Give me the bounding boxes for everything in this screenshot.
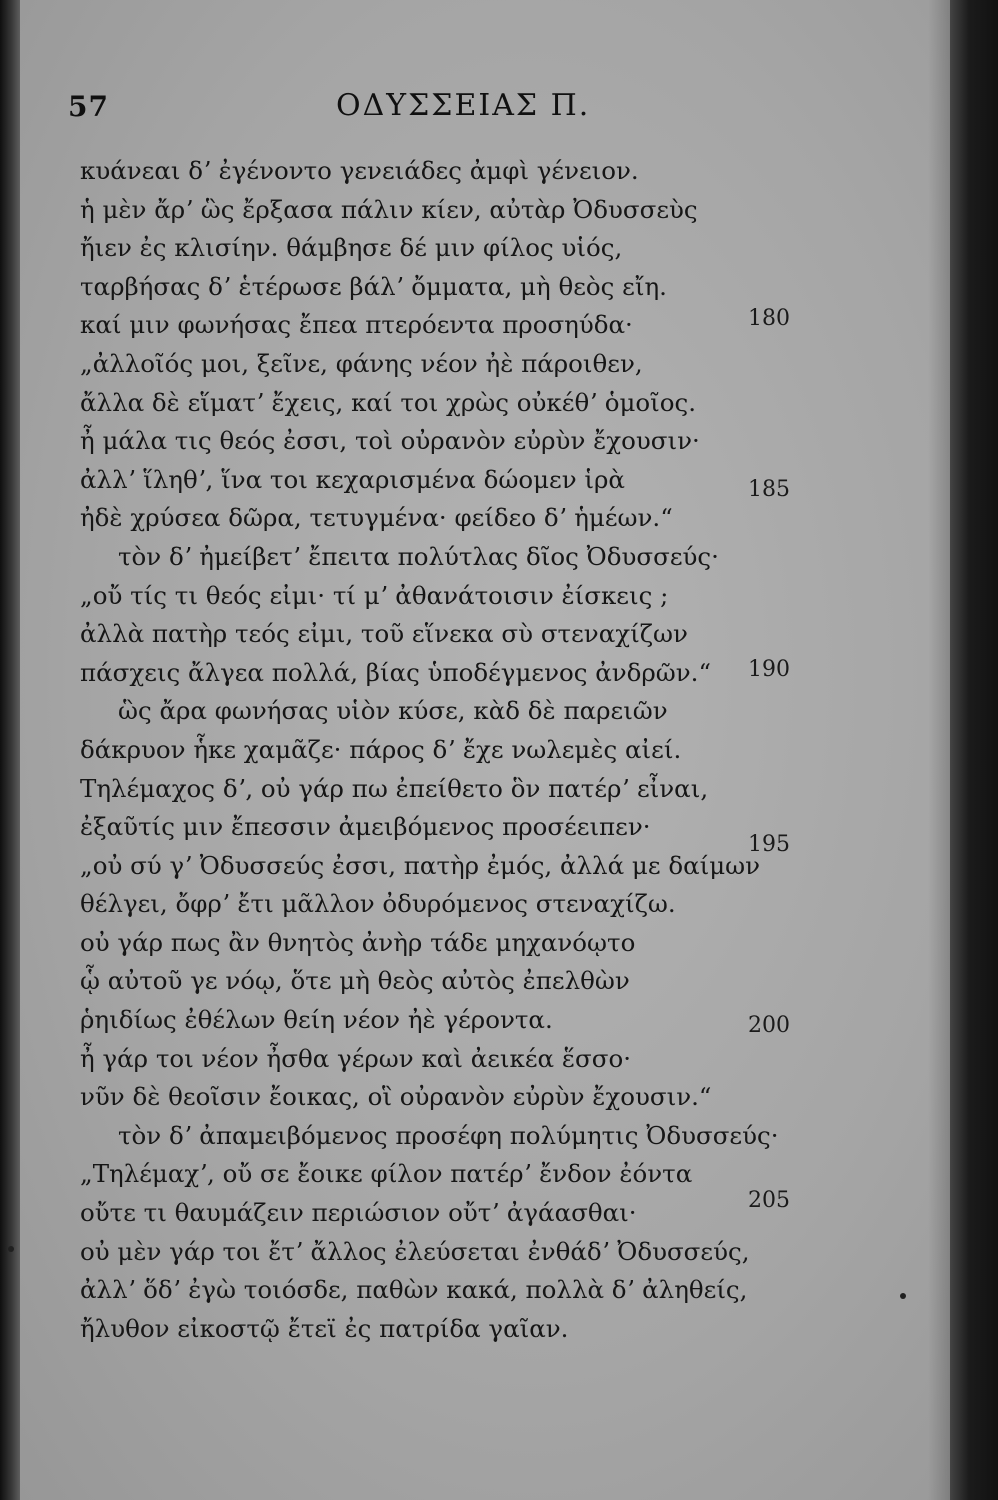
- binding-edge: [0, 0, 20, 1500]
- verse-line: ῥηιδίως ἐθέλων θείη νέον ἠὲ γέροντα.: [80, 1005, 553, 1035]
- verse-line: πάσχεις ἄλγεα πολλά, βίας ὑποδέγμενος ἀνδρῶν.“: [80, 657, 711, 687]
- verse-line: „οὐ σύ γʼ Ὀδυσσεύς ἐσσι, πατὴρ ἐμός, ἀλλά με δαίμων: [80, 850, 761, 880]
- verse-line: ἤιεν ἐς κλισίην. θάμβησε δέ μιν φίλος υἱός,: [80, 233, 623, 263]
- verse-line: ἀλλʼ ἵληθʼ, ἵνα τοι κεχαρισμένα δώομεν ἱρὰ: [80, 464, 625, 494]
- verse-line: οὐ μὲν γάρ τοι ἔτʼ ἄλλος ἐλεύσεται ἐνθάδʼ Ὀδυσσεύς,: [80, 1236, 750, 1266]
- verse-line: οὐ γάρ πως ἂν θνητὸς ἀνὴρ τάδε μηχανόῳτο: [80, 927, 636, 957]
- verse-line: δάκρυον ἧκε χαμᾶζε· πάρος δʼ ἔχε νωλεμὲς αἰεί.: [80, 734, 682, 764]
- verse-line: ἦ γάρ τοι νέον ἦσθα γέρων καὶ ἀεικέα ἕσσο·: [80, 1043, 632, 1073]
- book-page: [20, 0, 950, 1500]
- running-title: ΟΔΥΣΣΕΙΑΣ Π.: [336, 88, 591, 123]
- verse-line: ἄλλα δὲ εἵματʼ ἔχεις, καί τοι χρὼς οὐκέθʼ ὁμοῖος.: [80, 387, 697, 417]
- verse-line: ἡ μὲν ἄρʼ ὣς ἔρξασα πάλιν κίεν, αὐτὰρ Ὀδυσσεὺς: [80, 194, 698, 224]
- line-number: 185: [748, 477, 790, 502]
- verse-line: καί μιν φωνήσας ἔπεα πτερόεντα προσηύδα·: [80, 310, 633, 340]
- verse-line: νῦν δὲ θεοῖσιν ἔοικας, οἳ οὐρανὸν εὐρὺν ἔχουσιν.“: [80, 1082, 712, 1112]
- verse-line: „Τηλέμαχʼ, οὔ σε ἔοικε φίλον πατέρʼ ἔνδον ἐόντα: [80, 1159, 693, 1189]
- verse-line: θέλγει, ὄφρʼ ἔτι μᾶλλον ὀδυρόμενος στεναχίζω.: [80, 889, 676, 919]
- page-number: 57: [68, 90, 109, 123]
- verse-line: ἀλλʼ ὅδʼ ἐγὼ τοιόσδε, παθὼν κακά, πολλὰ δʼ ἀληθείς,: [80, 1275, 748, 1305]
- verse-line: „ἀλλοῖός μοι, ξεῖνε, φάνης νέον ἠὲ πάροιθεν,: [80, 348, 643, 378]
- line-number: 195: [748, 832, 790, 857]
- page-header: [20, 80, 950, 130]
- verse-line: ὣς ἄρα φωνήσας υἱὸν κύσε, κὰδ δὲ παρειῶν: [118, 696, 668, 726]
- line-number: 190: [748, 657, 790, 682]
- page-fold-shadow: [928, 0, 950, 1500]
- ink-speck: [900, 1293, 906, 1299]
- verse-line: „οὔ τίς τι θεός εἰμι· τί μʼ ἀθανάτοισιν ἐίσκεις ;: [80, 580, 669, 610]
- verse-text: [80, 152, 800, 1348]
- line-number: 200: [748, 1013, 790, 1038]
- verse-line: ἐξαῦτίς μιν ἔπεσσιν ἀμειβόμενος προσέειπεν·: [80, 812, 651, 842]
- verse-line: τὸν δʼ ἠμείβετʼ ἔπειτα πολύτλας δῖος Ὀδυσσεύς·: [118, 541, 719, 571]
- verse-line: οὔτε τι θαυμάζειν περιώσιον οὔτʼ ἀγάασθαι·: [80, 1198, 637, 1228]
- verse-line: Τηλέμαχος δʼ, οὐ γάρ πω ἐπείθετο ὃν πατέρʼ εἶναι,: [80, 773, 709, 803]
- line-number: 205: [748, 1188, 790, 1213]
- verse-line: ᾧ αὐτοῦ γε νόῳ, ὅτε μὴ θεὸς αὐτὸς ἐπελθὼν: [80, 966, 630, 996]
- verse-line: ταρβήσας δʼ ἑτέρωσε βάλʼ ὄμματα, μὴ θεὸς εἴη.: [80, 271, 667, 301]
- right-background: [950, 0, 998, 1500]
- verse-line: ἤλυθον εἰκοστῷ ἔτεϊ ἐς πατρίδα γαῖαν.: [80, 1313, 569, 1343]
- verse-line: ἠδὲ χρύσεα δῶρα, τετυγμένα· φείδεο δʼ ἡμέων.“: [80, 503, 673, 533]
- verse-line: τὸν δʼ ἀπαμειβόμενος προσέφη πολύμητις Ὀδυσσεύς·: [118, 1120, 779, 1150]
- verse-line: ἀλλὰ πατὴρ τεός εἰμι, τοῦ εἵνεκα σὺ στεναχίζων: [80, 619, 688, 649]
- verse-line: κυάνεαι δʼ ἐγένοντο γενειάδες ἀμφὶ γένειον.: [80, 156, 639, 185]
- line-number: 180: [748, 306, 790, 331]
- verse-line: ἦ μάλα τις θεός ἐσσι, τοὶ οὐρανὸν εὐρὺν ἔχουσιν·: [80, 426, 700, 456]
- ink-speck: [8, 1246, 14, 1252]
